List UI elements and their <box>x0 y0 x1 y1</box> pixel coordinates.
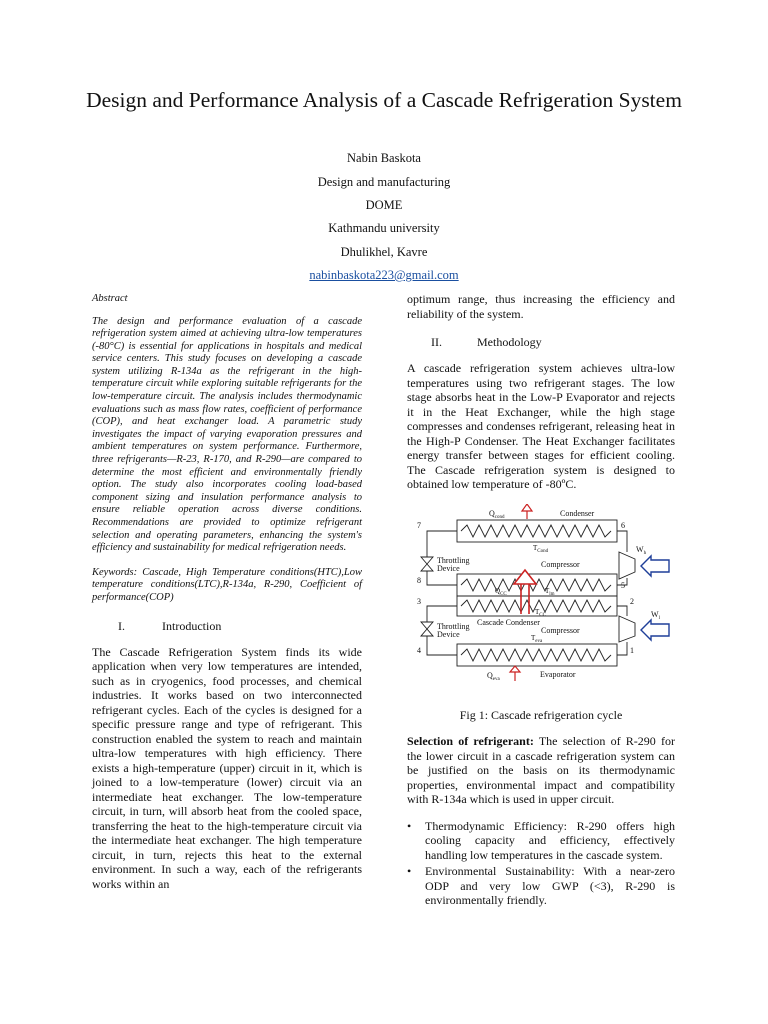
label-compressor-upper: Compressor <box>541 559 580 569</box>
bullet-icon: • <box>407 818 412 833</box>
label-condenser: Condenser <box>560 508 595 518</box>
work-arrow-upper <box>641 556 669 576</box>
node-label-8: 8 <box>417 575 421 585</box>
section-heading-methodology <box>407 335 675 351</box>
node-label-5: 5 <box>621 580 625 590</box>
label-device-lower: Device <box>437 629 460 639</box>
label-compressor-lower: Compressor <box>541 625 580 635</box>
label-t-cond: $T_{Cond}$ <box>533 543 549 554</box>
label-evaporator: Evaporator <box>540 669 576 679</box>
pipe-1 <box>617 642 627 655</box>
cascade-cycle-diagram <box>407 504 675 684</box>
selection-paragraph <box>407 734 675 807</box>
author-university: Kathmandu university <box>328 221 440 235</box>
introduction-text: The Cascade Refrigeration System finds its wide application when very low temperatures are intended, such as in cryogenics, food processes, and chemical industries. It works based on two interconnected refrigerant cycles. Each of the cycles is designed for a specific pressure range and type of refrigerant. This construction enabled the system to reach and maintain ultra-low temperatures with high efficiency. There exists a high-temperature (upper) circuit in it, which is joined to a low-temperature (lower) circuit via an intermediate heat exchanger. The low-temperature circuit, in turn, will absorb heat from the cooled space, transferring the heat to the high-temperature circuit via the intermediate heat exchanger. The high temperature circuit, in turn, rejects this heat to the external environment. In such a way, each of the refrigerants works within an <box>92 644 362 891</box>
author-unit: DOME <box>365 198 403 212</box>
label-cascade-condenser: Cascade Condenser <box>477 617 540 627</box>
pipe-8 <box>427 571 457 585</box>
label-tlm: $T_{lm}$ <box>545 586 555 597</box>
cascade-coil-upper <box>461 579 611 591</box>
bullet-icon: • <box>407 864 412 878</box>
list-item <box>407 864 675 908</box>
abstract-text: The design and performance evaluation of a cascade refrigeration system aimed at achieving ultra-low temperatures (-80°C) is essential for applications in hospitals and medical service centers. This study focuses on developing a cascade system utilizing R-134a as the refrigerant in the high-temperature circuit while exploring suitable refrigerants for the low-temperature circuit. The analysis includes thermodynamic evaluations such as mass flow rates, coefficient of performance (COP), and heat exchanger load. A parametric study investigates the impact of varying evaporation pressures and ambient temperatures on system performance. Furthermore, three refrigerants—R-23, R-170, and R-290—are compared to determine the most efficient and environmentally friendly option. The study also incorporates cooling load-based component sizing and insulation performance analysis to ensure reliable operation across diverse conditions. Recommendations are provided to optimize refrigerant selection and operating parameters, enhancing the system's efficiency and sustainability for medical refrigeration needs. <box>92 315 362 554</box>
condenser-box <box>457 520 617 542</box>
label-throttling-lower: Throttling <box>437 621 470 631</box>
throttling-valve-lower-shape <box>421 622 433 636</box>
author-email-link[interactable]: nabinbaskota223@gmail.com <box>309 268 459 282</box>
selection-text: The selection of R-290 for the lower circuit in a cascade refrigeration system can be justified on the basis on its thermodynamic properties, environmental impact and compatibility with R-134a which is used in upper circuit. <box>407 734 676 806</box>
label-q-cond: $Q_{cond}$ <box>489 508 505 520</box>
section-number: I. <box>118 618 125 633</box>
right-column <box>407 292 675 910</box>
author-name: Nabin Baskota <box>347 151 421 165</box>
label-qeva: $Q_{eva}$ <box>487 670 500 682</box>
paper-title: Design and Performance Analysis of a Cascade Refrigeration System <box>86 88 682 112</box>
author-location: Dhulikhel, Kavre <box>340 245 428 259</box>
figure-caption: Fig 1: Cascade refrigeration cycle <box>459 707 623 722</box>
heat-arrow-condenser <box>522 504 532 519</box>
introduction-continuation: optimum range, thus increasing the efficiency and reliability of the system. <box>407 292 675 321</box>
label-qcc: $Q_{CC}$ <box>495 586 507 597</box>
node-label-6: 6 <box>621 520 625 530</box>
section-heading-introduction <box>92 619 362 635</box>
pipe-2 <box>617 606 627 616</box>
label-wl: $W_l$ <box>651 609 660 621</box>
cascade-condenser-upper-box <box>457 574 617 596</box>
left-column <box>92 292 362 891</box>
work-arrow-lower <box>641 620 669 640</box>
label-tcc: $T_{CC}$ <box>535 607 546 618</box>
section-title: Introduction <box>162 618 222 633</box>
bullet-text: Thermodynamic Efficiency: R-290 offers high cooling capacity and efficiency, effectively handling low temperatures in the cascade system. <box>425 818 675 862</box>
node-label-4: 4 <box>417 645 421 655</box>
heat-arrow-cascade <box>514 570 536 614</box>
label-throttling-upper: Throttling <box>437 555 470 565</box>
node-label-1: 1 <box>630 645 634 655</box>
cascade-cycle-figure <box>407 504 675 684</box>
label-teva: $T_{eva}$ <box>531 633 543 644</box>
throttling-valve-upper-shape <box>421 557 433 571</box>
section-number: II. <box>431 335 442 349</box>
selection-lead: Selection of refrigerant: <box>407 734 534 748</box>
pipe-7 <box>427 531 457 557</box>
compressor-upper-shape <box>619 552 635 579</box>
author-email-line <box>0 268 768 283</box>
node-label-2: 2 <box>630 596 634 606</box>
pipe-6 <box>617 531 627 552</box>
author-department: Design and manufacturing <box>317 175 451 189</box>
keywords: Keywords: Cascade, High Temperature conditions(HTC),Low temperature conditions(LTC),R-134a, R-290, Coefficient of performance(COP) <box>92 566 362 603</box>
node-label-7: 7 <box>417 520 421 530</box>
heat-arrow-evaporator <box>510 666 520 681</box>
section-title: Methodology <box>477 335 542 349</box>
evaporator-coil <box>461 649 611 661</box>
methodology-text: A cascade refrigeration system achieves ultra-low temperatures using two refrigerant stages. The low stage absorbs heat in the Low-P Evaporator and rejects it in the Heat Exchanger, while the high stage compresses and condenses refrigerant, releasing heat in the High-P Condenser. The Heat Exchanger facilitates energy transfer between stages for efficient cooling. The Cascade refrigeration system is designed to obtained low temperature of -80ºC. <box>407 361 675 491</box>
condenser-coil <box>461 525 611 537</box>
bullet-text: Environmental Sustainability: With a near-zero ODP and very low GWP (<3), R-290 is environmentally friendly. <box>425 864 675 907</box>
compressor-lower-shape <box>619 616 635 642</box>
bullet-list <box>407 819 675 908</box>
node-label-3: 3 <box>417 596 421 606</box>
list-item <box>407 819 675 863</box>
label-device-upper: Device <box>437 563 460 573</box>
abstract-heading: Abstract <box>92 293 128 304</box>
label-wh: $W_h$ <box>636 544 647 556</box>
evaporator-box <box>457 644 617 666</box>
pipe-3 <box>427 606 457 622</box>
